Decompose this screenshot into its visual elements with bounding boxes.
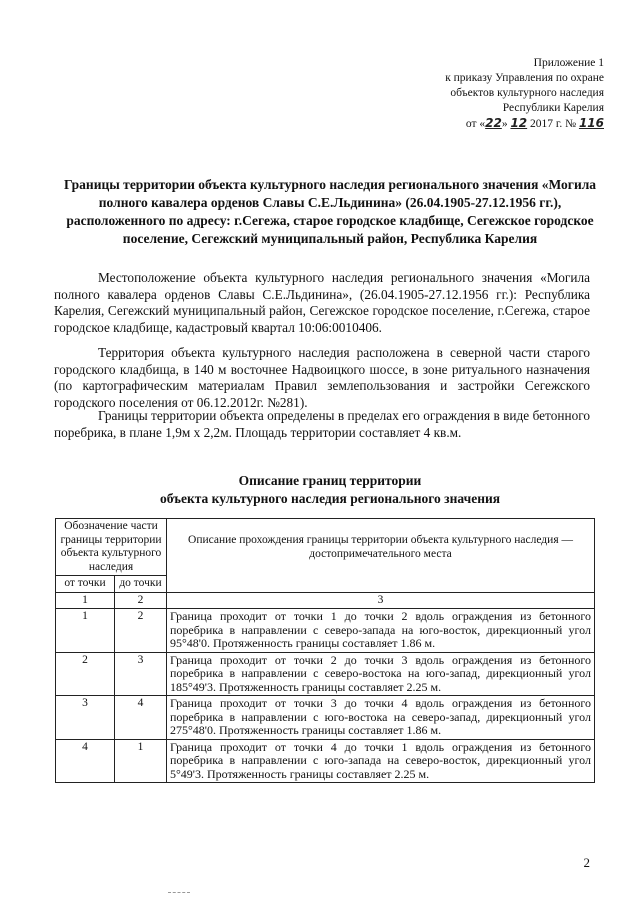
row-to: 4 xyxy=(115,696,167,740)
header-to: до точки xyxy=(115,576,167,593)
row-description: Граница проходит от точки 3 до точки 4 вдоль ограждения из бетонного поребрика в направлении с юго-востока на северо-запад, дирекционный угол 275°48'0. Протяженность границы составляет 1.86 м. xyxy=(167,696,595,740)
row-description: Граница проходит от точки 1 до точки 2 вдоль ограждения из бетонного поребрика в направлении с северо-запада на юго-восток, дирекционный угол 95°48'0. Протяженность границы составляет 1.86 м. xyxy=(167,609,595,653)
page-number: 2 xyxy=(583,855,590,870)
appendix-header xyxy=(364,56,604,132)
handwritten-month: 12 xyxy=(510,116,528,130)
subtitle-line-2: объекта культурного наследия регионального значения xyxy=(159,491,501,506)
paragraph-location: Местоположение объекта культурного наследия регионального значения «Могила полного кавалера орденов Славы С.Е.Льдинина», (26.04.1905-27.12.1956 гг.): Республика Карелия, Сегежский муниципальный район, Сегежское городское поселение, г.Сегежа, старое городское кладбище, кадастровый квартал 10:06:0010406. xyxy=(54,270,590,335)
date-mid: » xyxy=(501,118,511,130)
row-to: 2 xyxy=(115,609,167,653)
table-header-row xyxy=(56,519,595,576)
appendix-line-2: к приказу Управления по охране xyxy=(445,72,604,84)
column-number-row xyxy=(56,592,595,609)
paragraph-territory: Территория объекта культурного наследия расположена в северной части старого городского кладбища, в 140 м восточнее Надвоицкого шоссе, в зоне ритуального назначения (по картографическим материалам Правил землепользования и застройки Сегежского городского поселения от 06.12.2012г. №281). xyxy=(54,345,590,410)
appendix-line-3: объектов культурного наследия xyxy=(450,87,604,99)
appendix-line-1: Приложение 1 xyxy=(533,57,604,69)
table-row xyxy=(56,739,595,783)
paragraph-boundaries: Границы территории объекта определены в пределах его ограждения в виде бетонного поребрика, в плане 1,9м х 2,2м. Площадь территории составляет 4 кв.м. xyxy=(54,408,590,440)
row-from: 2 xyxy=(56,652,115,696)
row-from: 3 xyxy=(56,696,115,740)
row-from: 1 xyxy=(56,609,115,653)
row-from: 4 xyxy=(56,739,115,783)
table-row xyxy=(56,609,595,653)
document-title: Границы территории объекта культурного наследия регионального значения «Могила полного кавалера орденов Славы С.Е.Льдинина» (26.04.1905-27.12.1956 гг.), расположенного по адресу: г.Сегежа, старое городское кладбище, Сегежское городское поселение, Сегежский муниципальный район, Республика Карелия xyxy=(63,177,597,246)
appendix-date-line xyxy=(364,116,604,132)
row-to: 1 xyxy=(115,739,167,783)
handwritten-order-number: 116 xyxy=(578,116,604,130)
column-number-3: 3 xyxy=(167,592,595,609)
appendix-line-4: Республики Карелия xyxy=(502,102,604,114)
table-row xyxy=(56,652,595,696)
section-subtitle xyxy=(50,472,610,508)
column-number-2: 2 xyxy=(115,592,167,609)
header-designation: Обозначение части границы территории объекта культурного наследия xyxy=(56,519,167,576)
boundary-table xyxy=(55,518,595,783)
footer-divider xyxy=(168,892,190,893)
subtitle-line-1: Описание границ территории xyxy=(238,473,422,488)
header-from: от точки xyxy=(56,576,115,593)
row-description: Граница проходит от точки 2 до точки 3 вдоль ограждения из бетонного поребрика в направлении с северо-востока на юго-запад, дирекционный угол 185°49'3. Протяженность границы составляет 2.25 м. xyxy=(167,652,595,696)
row-description: Граница проходит от точки 4 до точки 1 вдоль ограждения из бетонного поребрика в направлении с юго-запада на северо-восток, дирекционный угол 5°49'3. Протяженность границы составляет 2.25 м. xyxy=(167,739,595,783)
table-row xyxy=(56,696,595,740)
date-prefix: от « xyxy=(465,118,486,130)
column-number-1: 1 xyxy=(56,592,115,609)
row-to: 3 xyxy=(115,652,167,696)
handwritten-day: 22 xyxy=(485,116,502,130)
header-description: Описание прохождения границы территории объекта культурного наследия — достопримечательного места xyxy=(167,519,595,593)
date-year: 2017 г. № xyxy=(527,118,579,130)
